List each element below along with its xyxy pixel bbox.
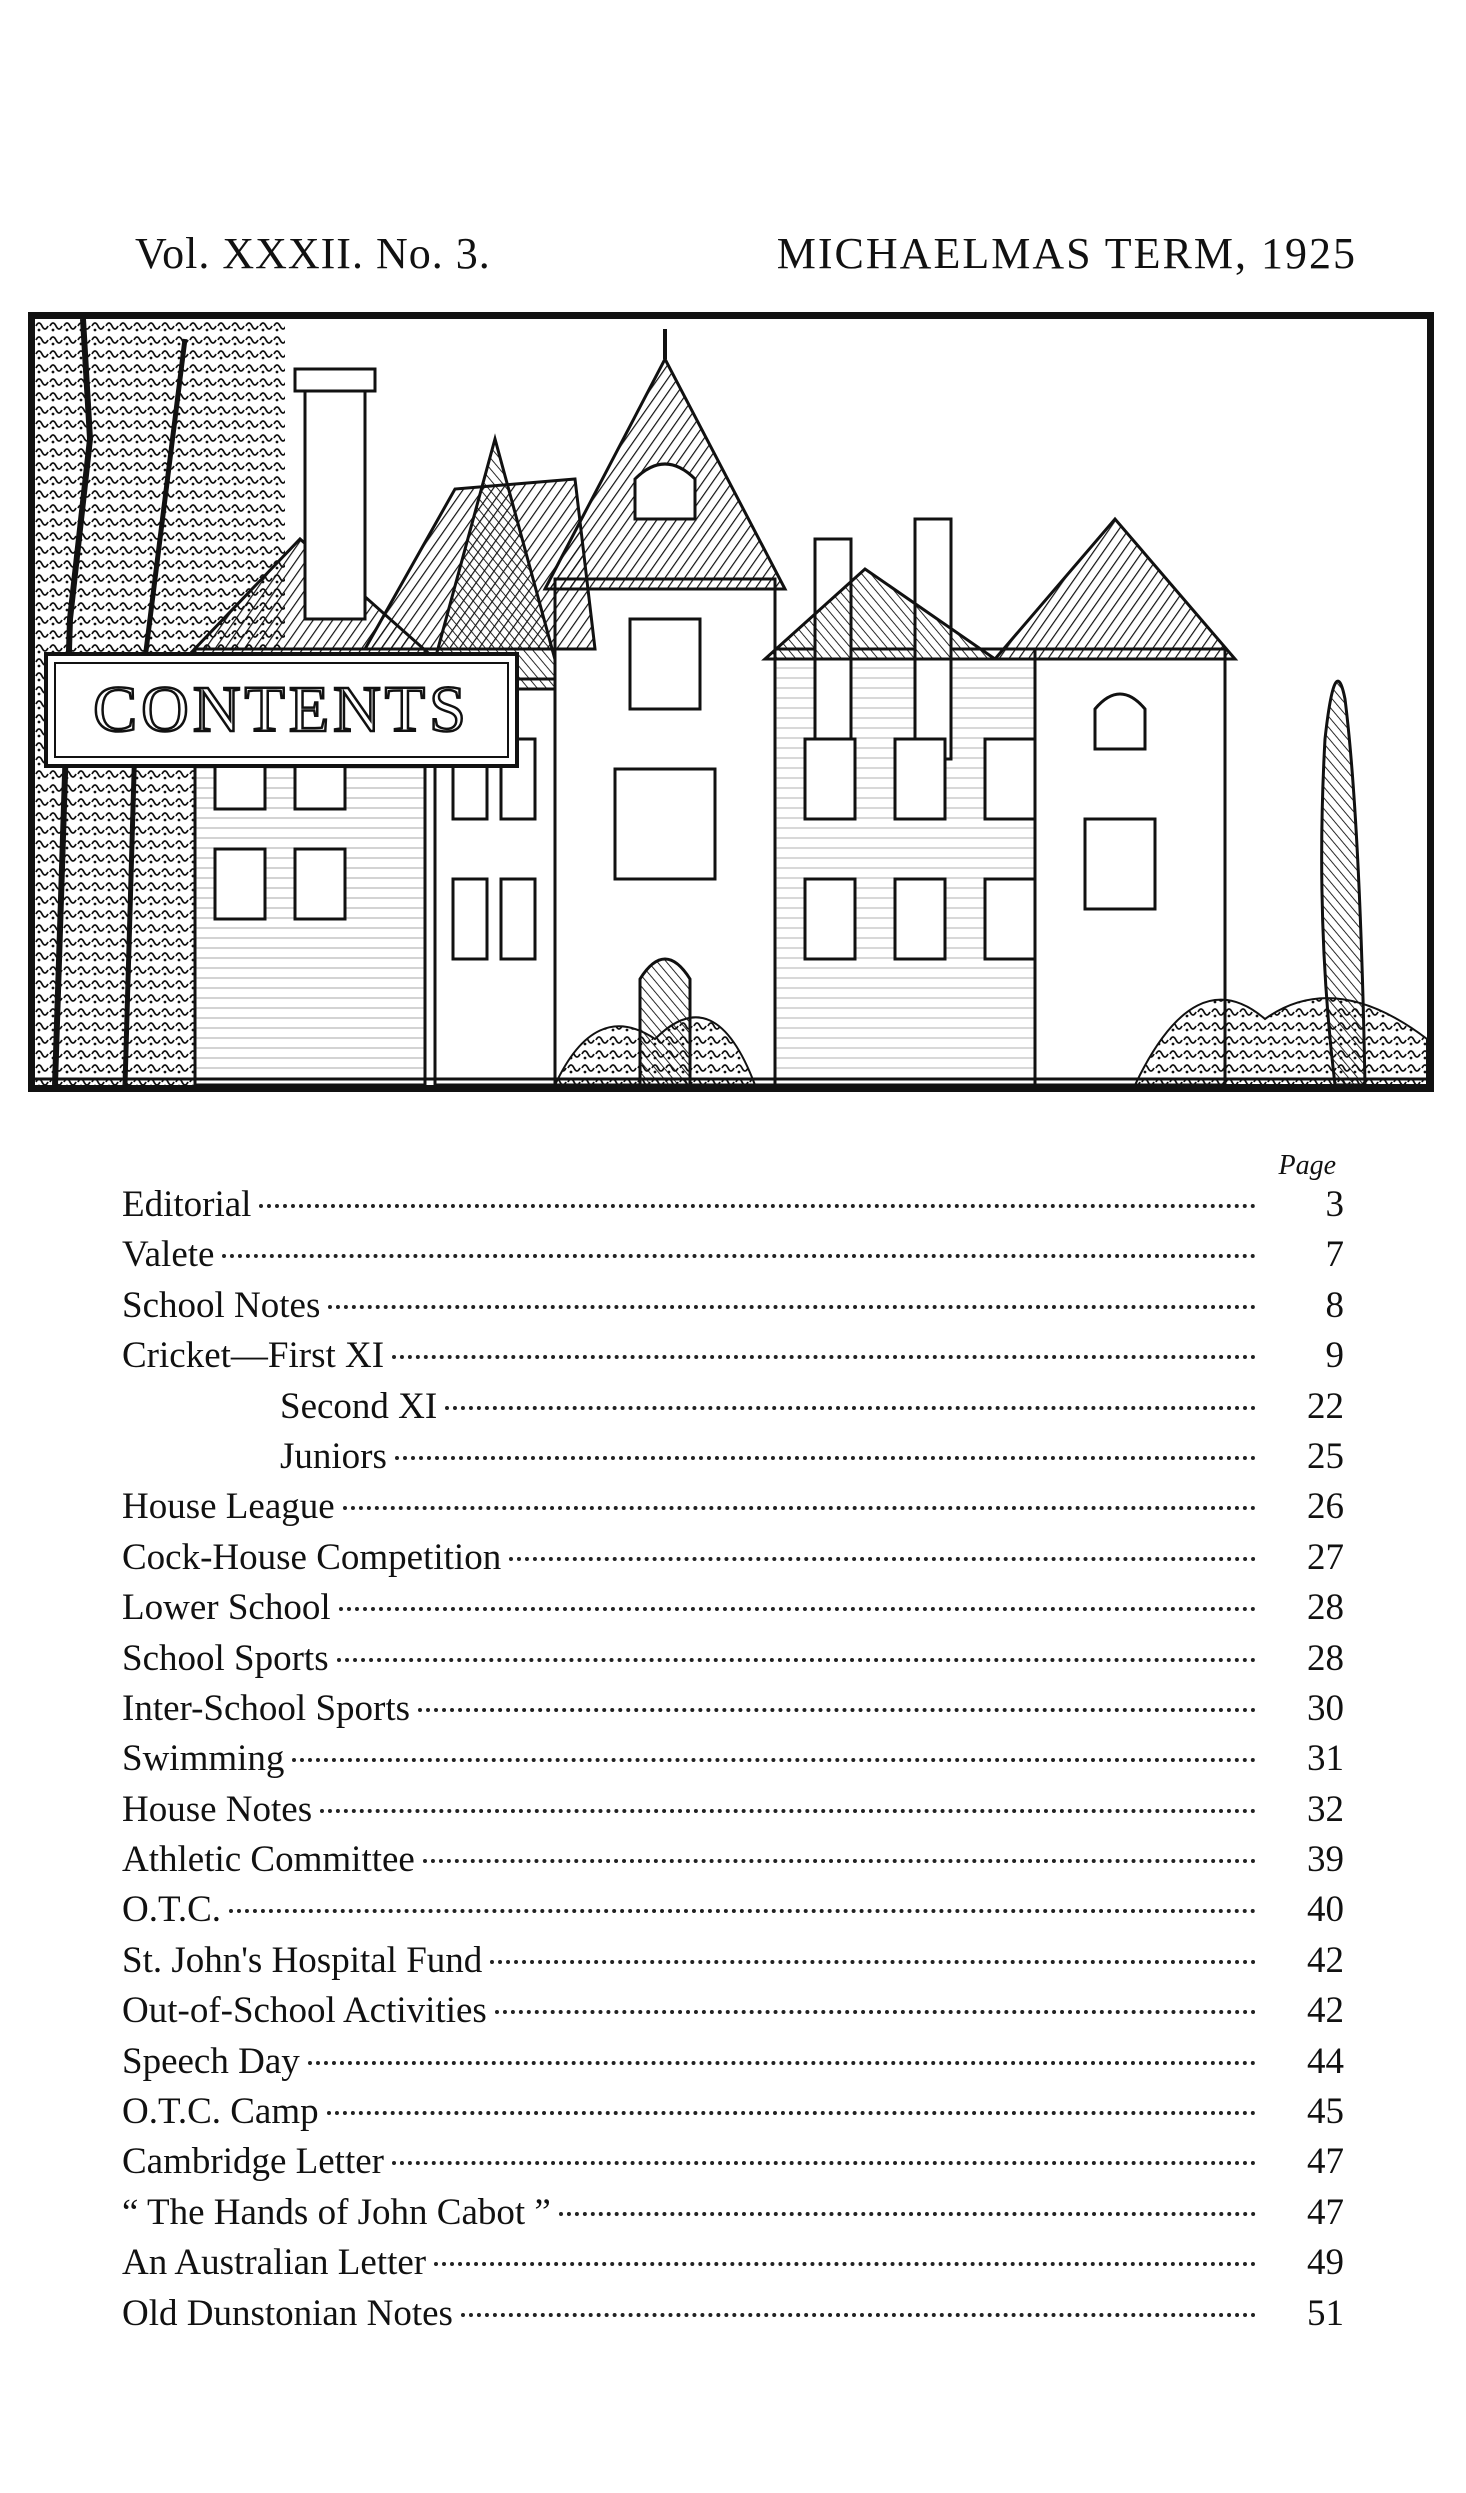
entry-page-number: 28 xyxy=(1307,1637,1344,1679)
contents-entry xyxy=(122,1835,1344,1885)
entry-page-number: 8 xyxy=(1325,1284,1344,1326)
entry-title: Out-of-School Activities xyxy=(122,1990,487,2032)
dot-leader xyxy=(509,1557,1256,1561)
dot-leader xyxy=(259,1204,1256,1208)
term-date: MICHAELMAS TERM, 1925 xyxy=(776,229,1357,278)
entry-page-number: 47 xyxy=(1307,2141,1344,2183)
contents-entry xyxy=(122,1986,1344,2036)
entry-page-number: 26 xyxy=(1307,1486,1344,1528)
entry-title: Athletic Committee xyxy=(122,1839,415,1881)
contents-entry xyxy=(122,1634,1344,1684)
entry-title: House Notes xyxy=(122,1788,313,1830)
contents-title: CONTENTS xyxy=(93,673,470,746)
entry-page-number: 39 xyxy=(1307,1839,1344,1881)
entry-title: O.T.C. Camp xyxy=(122,2091,319,2133)
entry-title: Speech Day xyxy=(122,2040,300,2082)
dot-leader xyxy=(395,1456,1256,1460)
contents-list xyxy=(122,1180,1344,2339)
contents-entry xyxy=(122,2238,1344,2288)
contents-entry xyxy=(122,1785,1344,1835)
entry-page-number: 49 xyxy=(1307,2242,1344,2284)
entry-title: An Australian Letter xyxy=(122,2242,427,2284)
contents-entry xyxy=(122,1382,1344,1432)
contents-entry xyxy=(122,1230,1344,1280)
dot-leader xyxy=(559,2212,1256,2216)
contents-entry xyxy=(122,1482,1344,1532)
contents-entry xyxy=(122,1684,1344,1734)
dot-leader xyxy=(337,1658,1256,1662)
dot-leader xyxy=(490,1960,1256,1964)
dot-leader xyxy=(327,2111,1256,2115)
entry-page-number: 45 xyxy=(1307,2091,1344,2133)
entry-page-number: 28 xyxy=(1307,1587,1344,1629)
entry-page-number: 30 xyxy=(1307,1687,1344,1729)
contents-entry xyxy=(122,1281,1344,1331)
entry-page-number: 51 xyxy=(1307,2292,1344,2334)
dot-leader xyxy=(434,2262,1256,2266)
contents-entry xyxy=(122,1936,1344,1986)
dot-leader xyxy=(229,1909,1256,1913)
contents-title-plate xyxy=(44,652,519,768)
contents-entry xyxy=(122,2037,1344,2087)
contents-entry xyxy=(122,1432,1344,1482)
entry-page-number: 22 xyxy=(1307,1385,1344,1427)
entry-title: Lower School xyxy=(122,1587,331,1629)
entry-title: Second XI xyxy=(280,1385,438,1427)
entry-title: Cock-House Competition xyxy=(122,1536,502,1578)
dot-leader xyxy=(292,1758,1256,1762)
entry-title: Swimming xyxy=(122,1738,285,1780)
page-column-heading: Page xyxy=(1278,1150,1336,1181)
entry-title: Inter-School Sports xyxy=(122,1687,411,1729)
contents-entry xyxy=(122,2289,1344,2339)
entry-title: School Notes xyxy=(122,1284,321,1326)
entry-title: St. John's Hospital Fund xyxy=(122,1939,483,1981)
entry-page-number: 47 xyxy=(1307,2191,1344,2233)
entry-title: Cricket—First XI xyxy=(122,1335,385,1377)
dot-leader xyxy=(328,1305,1256,1309)
dot-leader xyxy=(392,2161,1256,2165)
contents-entry xyxy=(122,2188,1344,2238)
entry-page-number: 32 xyxy=(1307,1788,1344,1830)
dot-leader xyxy=(418,1708,1256,1712)
dot-leader xyxy=(461,2313,1256,2317)
entry-page-number: 9 xyxy=(1325,1335,1344,1377)
entry-title: O.T.C. xyxy=(122,1889,222,1931)
dot-leader xyxy=(339,1607,1256,1611)
entry-page-number: 27 xyxy=(1307,1536,1344,1578)
entry-page-number: 40 xyxy=(1307,1889,1344,1931)
page-header xyxy=(135,228,1357,288)
entry-title: Cambridge Letter xyxy=(122,2141,384,2183)
contents-entry xyxy=(122,2137,1344,2187)
volume-number: Vol. XXXII. No. 3. xyxy=(135,229,491,278)
dot-leader xyxy=(445,1406,1256,1410)
entry-page-number: 3 xyxy=(1325,1184,1344,1225)
dot-leader xyxy=(343,1506,1256,1510)
contents-entry xyxy=(122,1583,1344,1633)
dot-leader xyxy=(392,1355,1256,1359)
dot-leader xyxy=(308,2061,1256,2065)
contents-entry xyxy=(122,1533,1344,1583)
entry-page-number: 7 xyxy=(1325,1234,1344,1276)
contents-entry xyxy=(122,2087,1344,2137)
entry-title: House League xyxy=(122,1486,335,1528)
contents-entry xyxy=(122,1885,1344,1935)
contents-entry xyxy=(122,1734,1344,1784)
entry-title: Editorial xyxy=(122,1184,252,1225)
entry-page-number: 42 xyxy=(1307,1990,1344,2032)
contents-entry xyxy=(122,1180,1344,1230)
entry-title: “ The Hands of John Cabot ” xyxy=(122,2191,551,2233)
entry-page-number: 42 xyxy=(1307,1939,1344,1981)
dot-leader xyxy=(495,2010,1256,2014)
entry-page-number: 44 xyxy=(1307,2040,1344,2082)
entry-title: School Sports xyxy=(122,1637,329,1679)
entry-page-number: 25 xyxy=(1307,1435,1344,1477)
dot-leader xyxy=(222,1254,1256,1258)
entry-title: Valete xyxy=(122,1234,215,1276)
dot-leader xyxy=(423,1859,1256,1863)
entry-title: Juniors xyxy=(280,1435,387,1477)
dot-leader xyxy=(320,1809,1256,1813)
contents-entry xyxy=(122,1331,1344,1381)
entry-title: Old Dunstonian Notes xyxy=(122,2292,453,2334)
entry-page-number: 31 xyxy=(1307,1738,1344,1780)
